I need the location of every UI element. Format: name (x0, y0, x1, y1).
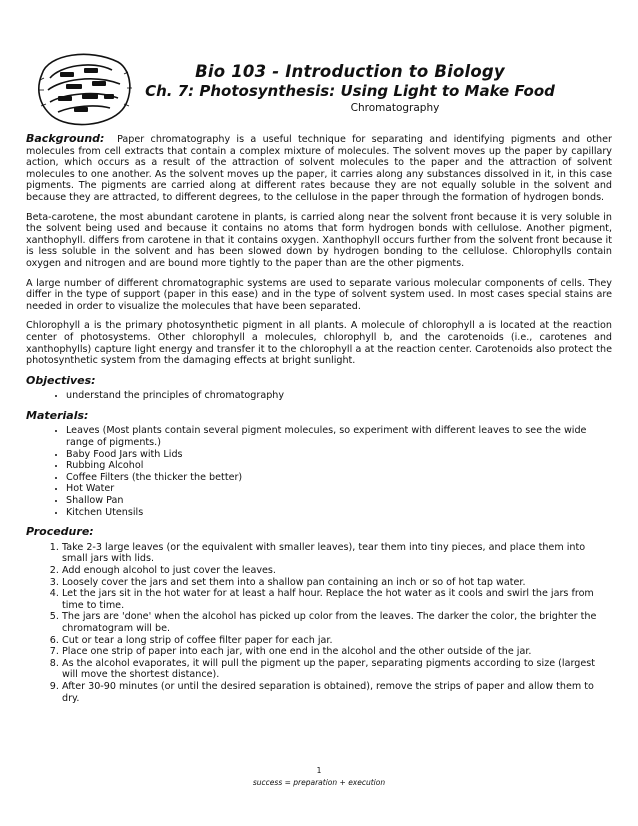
procedure-step: 5. The jars are 'done' when the alcohol has picked up color from the leaves. The darker the color, the brighter the chromatogram will be. (62, 611, 612, 634)
procedure-step: 4. Let the jars sit in the hot water for at least a half hour. Replace the hot water as it cools and swirl the jars from time to time. (62, 588, 612, 611)
title-block (120, 62, 580, 115)
materials-list (26, 425, 612, 518)
list-item: • Shallow Pan (66, 495, 612, 507)
procedure-step: 7. Place one strip of paper into each jar, with one end in the alcohol and the other outside of the jar. (62, 646, 612, 658)
background-paragraph-3: A large number of different chromatographic systems are used to separate various molecular components of cells. They differ in the type of support (paper in this ease) and in the type of solvent system used. In most cases special stains are needed in order to visualize the molecules that have been separated. (26, 277, 612, 312)
objectives-list (26, 390, 612, 402)
page-subtitle: Chromatography (350, 102, 440, 114)
course-title: Bio 103 - Introduction to Biology (195, 62, 505, 81)
list-item: • Leaves (Most plants contain several pigment molecules, so experiment with different leaves to see the wide range of pigments.) (66, 425, 612, 448)
page-number: 1 (316, 766, 322, 775)
list-item: • Kitchen Utensils (66, 507, 612, 519)
list-item: • Baby Food Jars with Lids (66, 449, 612, 461)
document-body (26, 133, 612, 704)
background-paragraph-2: Beta-carotene, the most abundant carotene in plants, is carried along near the solvent front because it is very soluble in the solvent being used and because it contains no atoms that form hydrogen bonds with cellulose. Another pigment, xanthophyll. differs from carotene in that it contains oxygen. Xanthophyll occurs further from the solvent front because it is less soluble in the solvent and has been slowed down by hydrogen bonding to the cellulose. Chlorophylls contain oxygen and nitrogen and are bound more tightly to the paper than are the other pigments. (26, 211, 612, 269)
procedure-heading: Procedure: (26, 525, 94, 539)
procedure-list (26, 542, 612, 704)
list-item: • Coffee Filters (the thicker the better) (66, 472, 612, 484)
procedure-step: 8. As the alcohol evaporates, it will pull the pigment up the paper, separating pigments according to size (largest will move the shortest distance). (62, 658, 612, 681)
background-heading: Background: (26, 132, 105, 145)
list-item: • Hot Water (66, 483, 612, 495)
footer-motto: success = preparation + execution (252, 778, 386, 787)
chapter-title: Ch. 7: Photosynthesis: Using Light to Make Food (145, 82, 555, 100)
procedure-step: 6. Cut or tear a long strip of coffee filter paper for each jar. (62, 635, 612, 647)
objectives-heading: Objectives: (26, 373, 96, 387)
background-paragraph-4: Chlorophyll a is the primary photosynthetic pigment in all plants. A molecule of chlorophyll a is located at the reaction center of photosystems. Other chlorophyll a molecules, chlorophyll b, and the carotenoids (i.e., carotenes and xanthophylls) capture light energy and transfer it to the chlorophyll a at the reaction center. Carotenoids also protect the photosynthetic system from the damaging effects at bright sunlight. (26, 320, 612, 367)
procedure-step: 9. After 30-90 minutes (or until the desired separation is obtained), remove the strips of paper and allow them to dry. (62, 681, 612, 704)
procedure-step: 2. Add enough alcohol to just cover the leaves. (62, 565, 612, 577)
procedure-step: 3. Loosely cover the jars and set them into a shallow pan containing an inch or so of hot tap water. (62, 577, 612, 589)
list-item: • Rubbing Alcohol (66, 460, 612, 472)
background-paragraph-1: Background: Paper chromatography is a useful technique for separating and identifying pigments and other molecules from cell extracts that contain a complex mixture of molecules. The solvent moves up the paper by capillary action, which occurs as a result of the attraction of solvent molecules to the paper and the attraction of solvent molecules to one another. As the solvent moves up the paper, it carries along any substances dissolved in it, in this case pigments. The pigments are carried along at different rates because they are not equally soluble in the solvent and because they are attracted, to different degrees, to the cellulose in the paper through the formation of hydrogen bonds. (26, 132, 612, 203)
materials-heading: Materials: (26, 408, 89, 422)
list-item: • understand the principles of chromatography (66, 390, 612, 402)
procedure-step: 1. Take 2-3 large leaves (or the equivalent with smaller leaves), tear them into tiny pieces, and place them into small jars with lids. (62, 542, 612, 565)
